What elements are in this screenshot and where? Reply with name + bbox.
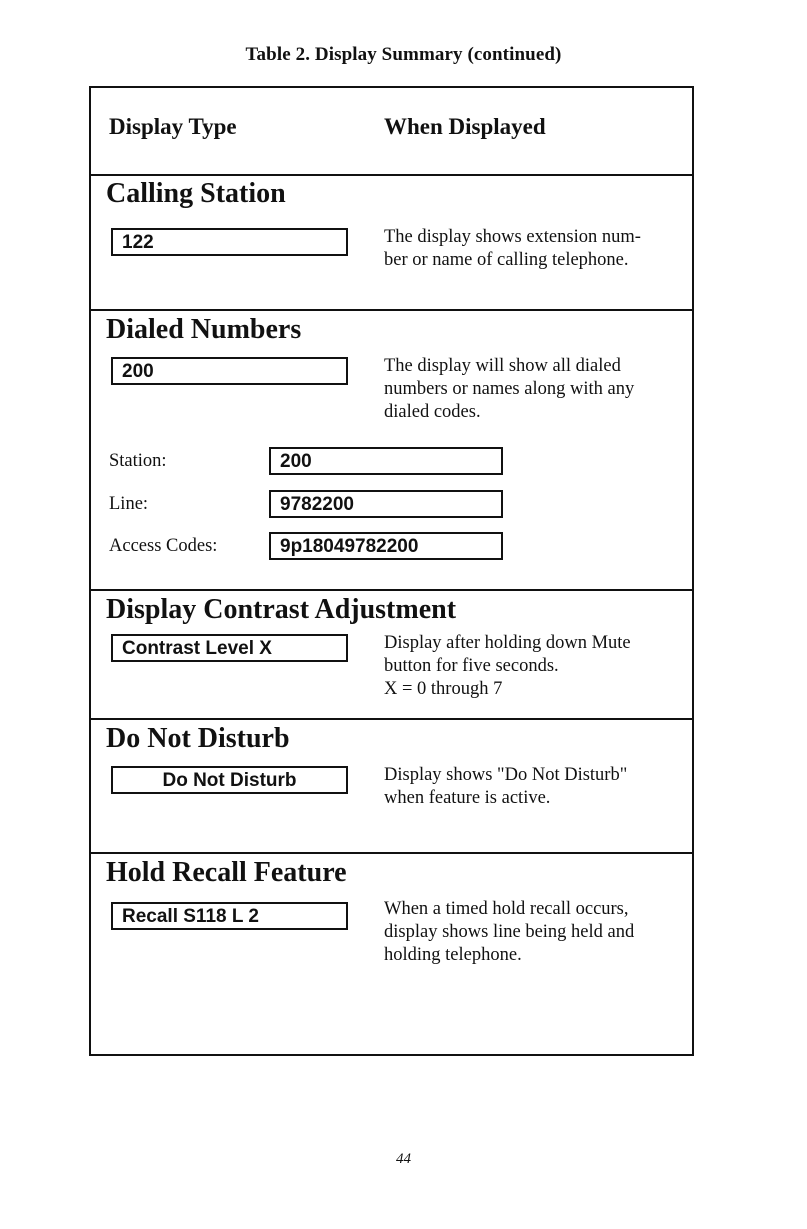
description-line: The display shows extension num- <box>384 227 641 247</box>
station-label: Station: <box>109 451 167 471</box>
line-label: Line: <box>109 494 149 514</box>
table-title: Table 2. Display Summary (continued) <box>245 44 562 65</box>
description-line: button for five seconds. <box>384 656 559 676</box>
section-calling-station <box>91 176 692 311</box>
description-line: ber or name of calling telephone. <box>384 250 629 270</box>
display-box: Contrast Level X <box>111 634 348 662</box>
display-box: Do Not Disturb <box>111 766 348 794</box>
description-line: Display shows "Do Not Disturb" <box>384 765 628 785</box>
section-title: Do Not Disturb <box>106 723 290 754</box>
line-display-box: 9782200 <box>269 490 503 518</box>
access-codes-label: Access Codes: <box>109 536 218 556</box>
column-header-display-type: Display Type <box>109 114 237 139</box>
section-dialed-numbers <box>91 311 692 591</box>
table-header-row <box>91 88 692 176</box>
access-codes-display-box: 9p18049782200 <box>269 532 503 560</box>
column-header-when-displayed: When Displayed <box>384 114 546 139</box>
section-description <box>384 898 689 967</box>
description-line: Display after holding down Mute <box>384 633 631 653</box>
section-do-not-disturb <box>91 720 692 854</box>
section-description <box>384 632 689 701</box>
section-description <box>384 764 689 810</box>
display-box: 200 <box>111 357 348 385</box>
section-description <box>384 226 689 272</box>
display-summary-table <box>89 86 694 1056</box>
display-box: Recall S118 L 2 <box>111 902 348 930</box>
description-line: When a timed hold recall occurs, <box>384 899 629 919</box>
section-hold-recall-feature <box>91 854 692 1054</box>
section-title: Display Contrast Adjustment <box>106 594 457 625</box>
description-line: dialed codes. <box>384 402 481 422</box>
description-line: when feature is active. <box>384 788 551 808</box>
description-line: The display will show all dialed <box>384 356 621 376</box>
section-title: Hold Recall Feature <box>106 857 347 888</box>
description-line: display shows line being held and <box>384 922 635 942</box>
section-display-contrast-adjustment <box>91 591 692 720</box>
section-description <box>384 355 689 424</box>
display-box: 122 <box>111 228 348 256</box>
description-line: holding telephone. <box>384 945 522 965</box>
station-display-box: 200 <box>269 447 503 475</box>
description-line: X = 0 through 7 <box>384 679 503 699</box>
section-title: Dialed Numbers <box>106 314 302 345</box>
page-number: 44 <box>396 1151 411 1167</box>
description-line: numbers or names along with any <box>384 379 635 399</box>
section-title: Calling Station <box>106 178 286 209</box>
